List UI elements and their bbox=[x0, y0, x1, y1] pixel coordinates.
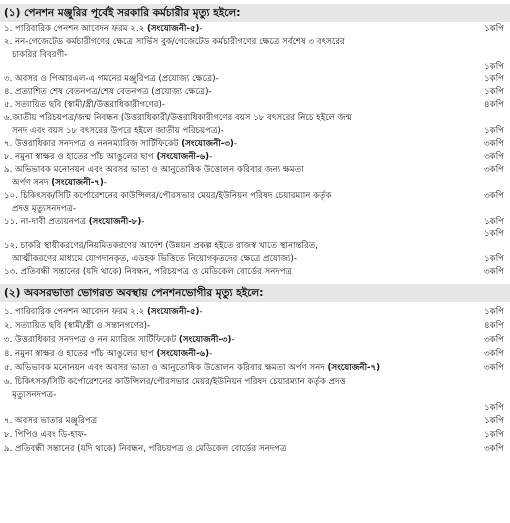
copy-count: ৩কপি bbox=[484, 444, 504, 454]
copy-count: ১কপি bbox=[484, 307, 504, 317]
item-text: ৭. অবসর ভাতার মঞ্জুরিপত্র bbox=[4, 416, 98, 426]
item-tail: - bbox=[233, 139, 237, 149]
item-tail: - bbox=[209, 349, 213, 359]
copy-count: ৩কপি bbox=[484, 349, 504, 359]
copy-count: ৩কপি bbox=[484, 335, 504, 345]
copy-count: ৩কপি bbox=[484, 165, 504, 175]
copy-count: ১কপি bbox=[484, 416, 504, 426]
item-text: ১০. চিকিৎসক/সিটি কর্পোরেশনের কাউন্সিলর/পৌরসভার মেয়র/ইউনিয়ন পরিষদ চেয়ারম্যান কর্তৃক bbox=[4, 191, 332, 201]
copy-count: ৩কপি bbox=[484, 363, 504, 373]
item-text: ৭. উত্তরাধিকার সনদপত্র ও নননম্যারিজ সার্টিফিকেট bbox=[4, 139, 182, 149]
item-text: ১৩. প্রতিবন্ধী সন্তানের (যদি থাকে) নিবন্ধন, পরিচয়পত্র ও মেডিকেল বোর্ডের সনদপত্র bbox=[4, 267, 293, 277]
item-text-cont: চাকরির বিবরণী- bbox=[12, 50, 68, 60]
copy-count: ১কপি bbox=[484, 403, 504, 413]
item-text-cont: প্রদত্ত মৃত্যুসনদপত্র- bbox=[12, 204, 77, 214]
item-annex: (সংযোজনী-৭) bbox=[51, 178, 104, 188]
item-text-cont: সনদ এবং বয়স ১৮ বৎসরের উপরে হইলে জাতীয় পরিচয়পত্র)- bbox=[12, 126, 224, 136]
item-tail: - bbox=[209, 152, 213, 162]
copy-count: ৩কপি bbox=[484, 139, 504, 149]
copy-count: ১কপি bbox=[484, 254, 504, 264]
copy-count: ১কপি bbox=[484, 217, 504, 227]
item-text: ৬.জাতীয় পরিচয়পত্র/জন্ম নিবন্ধন (উত্তরাধিকারী/উত্তরাধিকারীগণের বয়স ১৮ বৎসরের নিচে হইলে জন্ম bbox=[4, 113, 352, 123]
item-text: ৫. সত্যায়িত ছবি (স্বামী/স্ত্রী/উত্তরাধিকারীগণের)- bbox=[4, 100, 165, 110]
item-text: ৩. উত্তরাধিকার সনদপত্র ও নন ম্যারিজ সার্টিফিকেট bbox=[4, 335, 179, 345]
copy-count: ৩কপি bbox=[484, 152, 504, 162]
item-text-cont: আত্মীকরণের মাধ্যমে যোগদানকৃত, এডহক ভিত্তিতে নিয়োগকৃতদের ক্ষেত্রে প্রযোজ্য)- bbox=[12, 254, 297, 264]
copy-count: ১কপি bbox=[484, 87, 504, 97]
item-text: ৯. প্রতিবন্ধী সন্তানের (যদি থাকে) নিবন্ধন, পরিচয়পত্র ও মেডিকেল বোর্ডের সনদপত্র bbox=[4, 444, 287, 454]
item-annex: (সংযোজনী-৩) bbox=[178, 335, 232, 345]
item-annex: (সংযোজনী-৬) bbox=[156, 152, 210, 162]
item-text: ১২. চাকরি স্থায়ীকরণের/নিয়মিতকরণের আদেশ (উন্নয়ন প্রকল্প হইতে রাজস্ব খাতে স্থানান্তরিত, bbox=[4, 241, 318, 251]
item-text-cont: মৃত্যুসনদপত্র- bbox=[12, 390, 57, 400]
item-tail: - bbox=[231, 335, 235, 345]
item-text: ৮. নমুনা স্বাক্ষর ও হাতের পাঁচ আঙুলের ছাপ bbox=[4, 152, 157, 162]
copy-count: ৩কপি bbox=[484, 191, 504, 201]
copy-count: ১কপি bbox=[484, 229, 504, 239]
item-text: ১১. না-দাবী প্রত্যয়নপত্র bbox=[4, 217, 89, 227]
item-text: ১. পারিবারিক পেনশন আবেদন ফরম ২.২ bbox=[4, 24, 147, 34]
item-text: ৫. অভিভাবক মনোনয়ন এবং অবসর ভাতা ও আনুতোষিক উত্তোলন করিবার ক্ষমতা অর্পণ সনদ bbox=[4, 363, 328, 373]
item-annex: (সংযোজনী-৬) bbox=[156, 349, 210, 359]
item-text: ২. সত্যায়িত ছবি (স্বামী/স্ত্রী ও সন্তানগণের)- bbox=[4, 321, 151, 331]
item-text-cont: অর্পণ সনদ bbox=[12, 178, 52, 188]
copy-count: ১কপি bbox=[484, 126, 504, 136]
copy-count: ৪কপি bbox=[484, 100, 504, 110]
item-tail: - bbox=[141, 217, 145, 227]
item-annex: (সংযোজনী-৮) bbox=[88, 217, 142, 227]
copy-count: ১কপি bbox=[484, 74, 504, 84]
copy-count: ৩কপি bbox=[484, 267, 504, 277]
item-tail: - bbox=[199, 307, 203, 317]
copy-count: ১কপি bbox=[484, 430, 504, 440]
copy-count: ৪কপি bbox=[484, 321, 504, 331]
item-tail: - bbox=[103, 178, 107, 188]
item-tail: - bbox=[199, 24, 203, 34]
item-annex: (সংযোজনী-৭) bbox=[327, 363, 381, 373]
item-annex: (সংযোজনী-৩) bbox=[181, 139, 234, 149]
item-annex: (সংযোজনী-৫) bbox=[146, 307, 200, 317]
item-text: ৩. অবসর ও পিআরএল-এ গমনের মঞ্জুরিপত্র (প্রযোজ্য ক্ষেত্রে)- bbox=[4, 74, 219, 84]
copy-count: ১কপি bbox=[484, 62, 504, 72]
item-text: ৪. প্রত্যাশিত শেষ বেতনপত্র/শেষ বেতনপত্র (প্রযোজ্য ক্ষেত্রে)- bbox=[4, 87, 212, 97]
section2-title: (২) অবসরভাতা ভোগরত অবস্থায় পেনশনভোগীর মৃত্যু হইলে: bbox=[0, 284, 510, 302]
item-text: ৬. চিকিৎসক/সিটি কর্পোরেশনের কাউন্সিলর/পৌরসভার মেয়র/ইউনিয়ন পরিষদ চেয়ারম্যান কর্তৃক প্রদত্ত bbox=[4, 377, 346, 387]
item-text: ৯. অভিভাবক মনোনয়ন এবং অবসর ভাতা ও আনুতোষিক উত্তোলন করিবার জন্য ক্ষমতা bbox=[4, 165, 304, 175]
section1-title: (১) পেনশন মঞ্জুরির পূর্বেই সরকারি কর্মচারীর মৃত্যু হইলে: bbox=[0, 4, 510, 22]
item-text: ৪. নমুনা স্বাক্ষর ও হাতের পাঁচ আঙুলের ছাপ bbox=[4, 349, 157, 359]
copy-count: ১কপি bbox=[484, 24, 504, 34]
item-text: ১. পারিবারিক পেনশন আবেদন ফরম ২.২ bbox=[4, 307, 147, 317]
item-text: ২. নন-গেজেটেড কর্মচারীগণের ক্ষেত্রে সার্ভিস বুক/গেজেটেড কর্মচারীগণের ক্ষেত্রে সর্বশেষ ৩ বৎসরের bbox=[4, 37, 345, 47]
item-annex: (সংযোজনী-৫) bbox=[146, 24, 200, 34]
item-text: ৮. পিপিও এবং ডি-হাফ- bbox=[4, 430, 87, 440]
